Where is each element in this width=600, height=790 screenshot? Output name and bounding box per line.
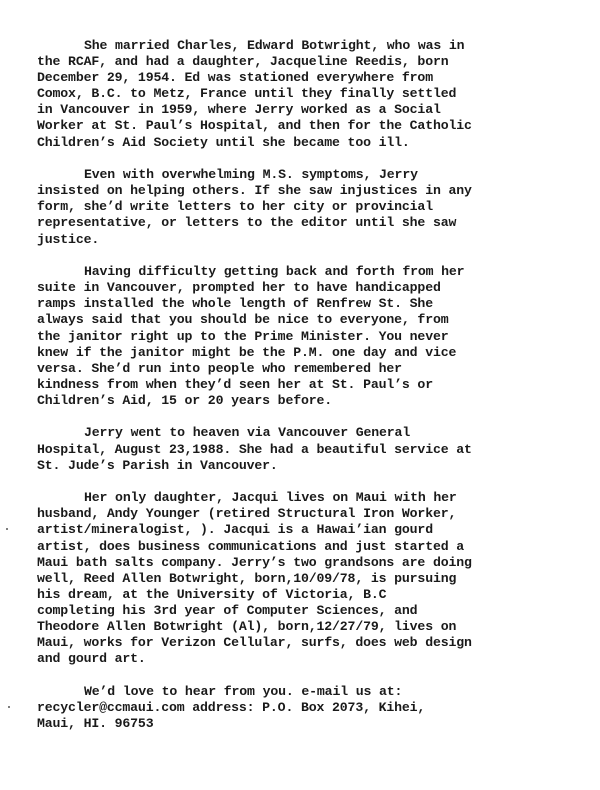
paragraph-marriage	[37, 38, 582, 151]
paragraph-passing	[37, 425, 582, 473]
contact-email-line: recycler@ccmaui.com address: P.O. Box 2073, Kihei,	[37, 699, 426, 715]
text-line: knew if the janitor might be the P.M. one day and vice	[37, 344, 457, 360]
text-line: the RCAF, and had a daughter, Jacqueline Reedis, born	[37, 54, 449, 70]
text-line: completing his 3rd year of Computer Sciences, and	[37, 602, 418, 618]
text-line: representative, or letters to the editor until she saw	[37, 215, 457, 231]
text-line: artist/mineralogist, ). Jacqui is a Hawai’ian gourd	[37, 522, 433, 538]
text-line: We’d love to hear from you. e-mail us at:	[84, 683, 403, 699]
text-line: versa. She’d run into people who remembered her	[37, 360, 402, 376]
text-line: kindness from when they’d seen her at St. Paul’s or	[37, 376, 433, 392]
text-line: Jerry went to heaven via Vancouver General	[84, 425, 411, 441]
paragraph-ramps	[37, 264, 582, 409]
text-line: December 29, 1954. Ed was stationed everywhere from	[37, 70, 433, 86]
text-line: ramps installed the whole length of Renfrew St. She	[37, 296, 433, 312]
text-line: artist, does business communications and just started a	[37, 538, 465, 554]
paragraph-contact	[37, 684, 582, 732]
text-line: Theodore Allen Botwright (Al), born,12/27/79, lives on	[37, 619, 457, 634]
text-line: well, Reed Allen Botwright, born,10/09/78, is pursuing	[37, 570, 457, 586]
text-line: She married Charles, Edward Botwright, who was in	[84, 38, 465, 53]
text-line: Even with overwhelming M.S. symptoms, Jerry	[84, 167, 418, 183]
text-line: Children’s Aid Society until she became too ill.	[37, 134, 410, 150]
paragraph-family	[37, 490, 582, 667]
text-line: Having difficulty getting back and forth from her	[84, 264, 465, 280]
text-line: Hospital, August 23,1988. She had a beautiful service at	[37, 441, 472, 457]
text-line: Worker at St. Paul’s Hospital, and then for the Catholic	[37, 118, 472, 134]
text-line: Maui bath salts company. Jerry’s two grandsons are doing	[37, 554, 472, 570]
text-line: always said that you should be nice to everyone, from	[37, 312, 449, 328]
text-line: and gourd art.	[37, 651, 146, 667]
text-line: Children’s Aid, 15 or 20 years before.	[37, 392, 333, 408]
text-line: Maui, HI. 96753	[37, 715, 154, 731]
scan-speck	[6, 528, 8, 530]
document-body	[37, 38, 582, 749]
scan-speck	[8, 706, 10, 708]
text-line: justice.	[37, 231, 100, 247]
text-line: in Vancouver in 1959, where Jerry worked as a Social	[37, 102, 441, 118]
text-line: Comox, B.C. to Metz, France until they finally settled	[37, 86, 457, 102]
text-line: his dream, at the University of Victoria, B.C	[37, 586, 387, 602]
text-line: insisted on helping others. If she saw injustices in any	[37, 183, 472, 199]
text-line: husband, Andy Younger (retired Structural Iron Worker,	[37, 506, 457, 522]
paragraph-ms-symptoms	[37, 167, 582, 247]
text-line: form, she’d write letters to her city or provincial	[37, 199, 433, 215]
text-line: Maui, works for Verizon Cellular, surfs, does web design	[37, 635, 472, 651]
text-line: the janitor right up to the Prime Minister. You never	[37, 328, 449, 344]
text-line: Her only daughter, Jacqui lives on Maui with her	[84, 490, 457, 506]
text-line: suite in Vancouver, prompted her to have handicapped	[37, 280, 441, 296]
text-line: St. Jude’s Parish in Vancouver.	[37, 457, 278, 473]
